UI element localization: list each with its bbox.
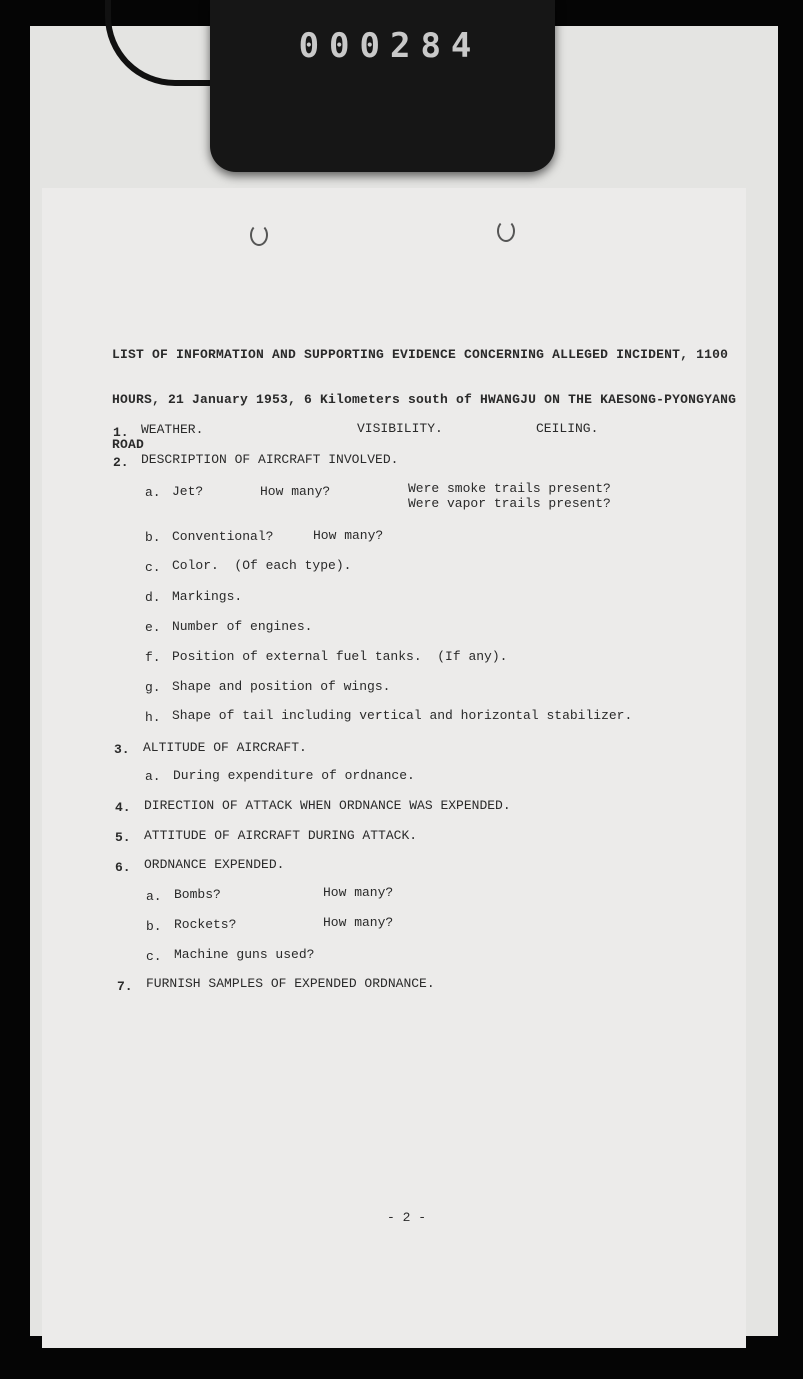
sub-text: Rockets? [174, 917, 237, 932]
item-number: 3. [114, 742, 130, 757]
heading-line: LIST OF INFORMATION AND SUPPORTING EVIDENCE CONCERNING ALLEGED INCIDENT, 1100 [112, 347, 729, 362]
item-number: 6. [115, 860, 131, 875]
heading-line: ROAD [112, 437, 145, 452]
sub-letter: a. [146, 889, 162, 904]
counter-number: 000284 [298, 26, 482, 66]
item-label: DIRECTION OF ATTACK WHEN ORDNANCE WAS EXPENDED. [144, 798, 511, 813]
sub-letter: b. [145, 530, 161, 545]
item-number: 5. [115, 830, 131, 845]
item-label: FURNISH SAMPLES OF EXPENDED ORDNANCE. [146, 976, 435, 991]
sub-text: Number of engines. [172, 619, 313, 634]
punch-hole-right [497, 220, 515, 242]
vapor-trails-question: Were vapor trails present? [408, 496, 611, 511]
sub-text: Shape and position of wings. [172, 679, 391, 694]
item-label: ALTITUDE OF AIRCRAFT. [143, 740, 307, 755]
sub-letter: h. [145, 710, 161, 725]
sub-text: Shape of tail including vertical and horizontal stabilizer. [172, 708, 633, 723]
how-many-label: How many? [323, 915, 394, 930]
sub-letter: b. [146, 919, 162, 934]
item-number: 7. [117, 979, 133, 994]
punch-hole-left [250, 224, 268, 246]
sub-letter: a. [145, 485, 161, 500]
sub-text: Jet? [172, 484, 204, 499]
sub-text: Markings. [172, 589, 243, 604]
frame-counter [210, 0, 555, 172]
item-label: ATTITUDE OF AIRCRAFT DURING ATTACK. [144, 828, 418, 843]
sub-letter: d. [145, 590, 161, 605]
how-many-label: How many? [323, 885, 394, 900]
item-number: 2. [113, 455, 129, 470]
visibility-label: VISIBILITY. [357, 421, 443, 436]
sub-letter: f. [145, 650, 161, 665]
item-number: 4. [115, 800, 131, 815]
sub-letter: c. [145, 560, 161, 575]
page-number: - 2 - [387, 1210, 427, 1225]
sub-text: Color. (Of each type). [172, 558, 352, 573]
item-number: 1. [113, 425, 129, 440]
ceiling-label: CEILING. [536, 421, 599, 436]
sub-text: Bombs? [174, 887, 221, 902]
heading-line: HOURS, 21 January 1953, 6 Kilometers south of HWANGJU ON THE KAESONG-PYONGYANG [112, 392, 737, 407]
weather-label: WEATHER. [141, 422, 204, 437]
sub-letter: a. [145, 769, 161, 784]
how-many-label: How many? [313, 528, 384, 543]
item-label: ORDNANCE EXPENDED. [144, 857, 285, 872]
sub-text: Conventional? [172, 529, 274, 544]
document-heading [112, 317, 737, 467]
sub-text: Position of external fuel tanks. (If any). [172, 649, 508, 664]
sub-letter: e. [145, 620, 161, 635]
sub-letter: g. [145, 680, 161, 695]
how-many-label: How many? [260, 484, 331, 499]
sub-letter: c. [146, 949, 162, 964]
sub-text: During expenditure of ordnance. [173, 768, 415, 783]
item-label: DESCRIPTION OF AIRCRAFT INVOLVED. [141, 452, 399, 467]
sub-text: Machine guns used? [174, 947, 315, 962]
smoke-trails-question: Were smoke trails present? [408, 481, 611, 496]
